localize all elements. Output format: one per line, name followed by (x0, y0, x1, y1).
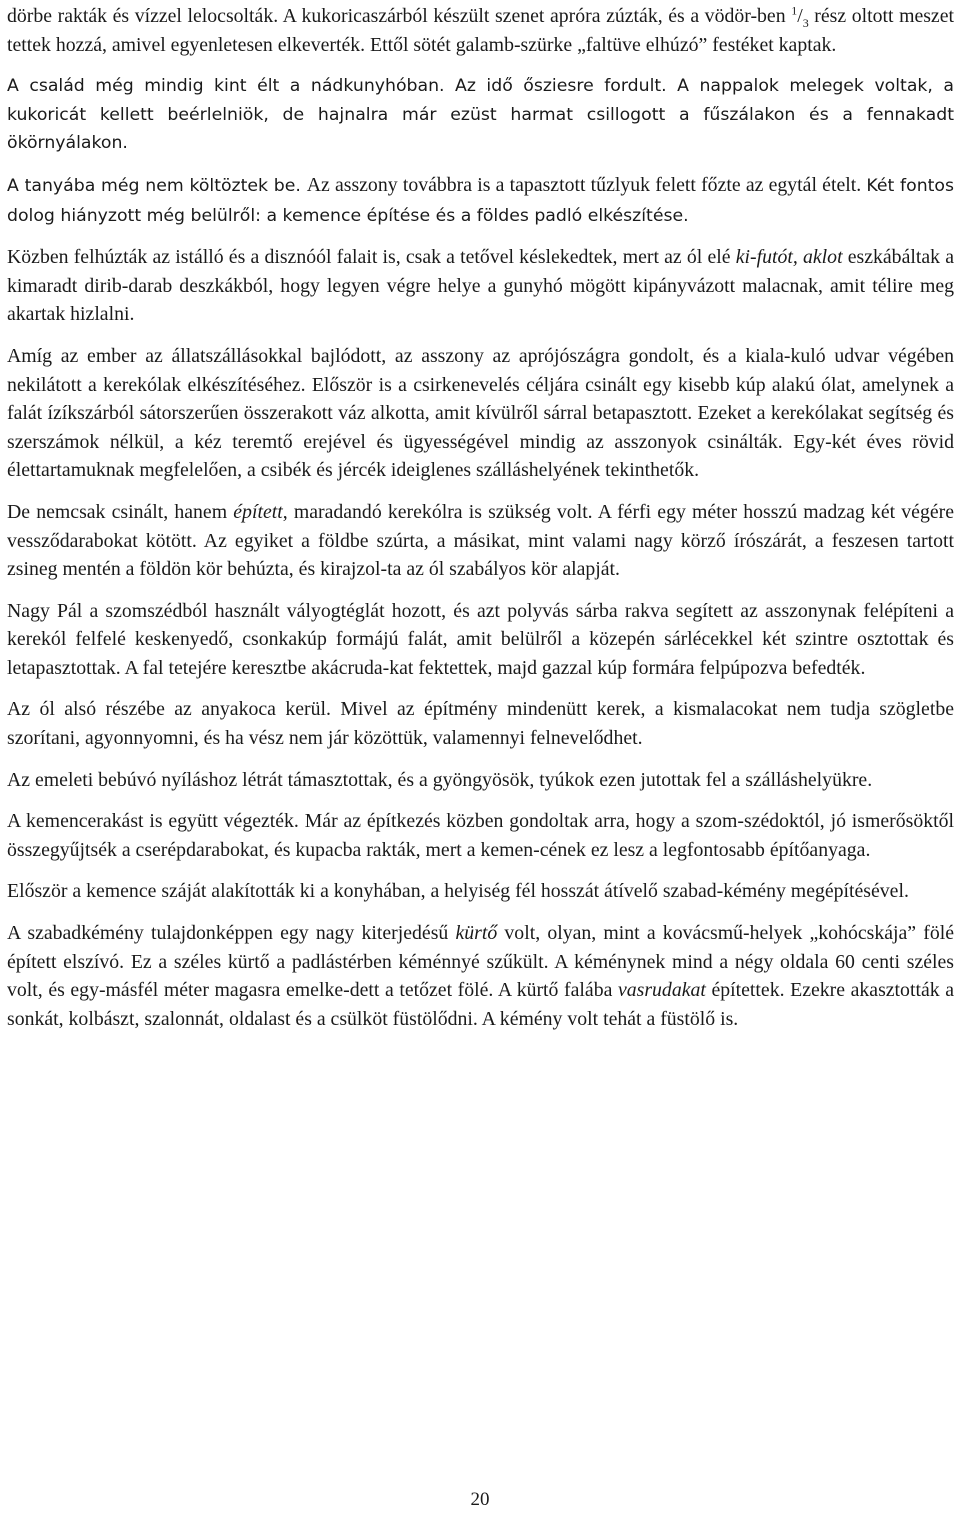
paragraph (7, 877, 954, 906)
text-run: Amíg az ember az állatszállásokkal bajlódott, az asszony az aprójószágra gondolt, és a kiala-kuló udvar végében nekilátott a kerekólak elkészítéséhez. Először is a csirkenevelés céljára csinált egy kisebb kúp alakú ólat, amelynek a falát ízíkszárból sátorszerűen összerakott váz alkotta, amit kívülről sárral betapasztott. Ezeket a kerekólakat segítség és szerszámok nélkül, a kéz teremtő erejével és ügyességével mindig az asszonyok csinálták. Egy-két éves rövid élettartamuknak megfelelően, a csibék és jércék ideiglenes szálláshelyének tekinthetők. (7, 344, 954, 482)
fraction (791, 3, 809, 30)
text-run: A szabadkémény tulajdonképpen egy nagy kiterjedésű (7, 922, 456, 945)
paragraph (7, 2, 954, 59)
text-run: Két fontos dolog hiányzott még belülről: a kemence építése és a földes padló elkészítése. (7, 175, 954, 226)
text-run: dörbe rakták és vízzel lelocsolták. A kukoricaszárból készült szenet apróra zúzták, és a vödör-ben (7, 5, 792, 27)
paragraph (7, 171, 954, 230)
text-run: Az emeleti bebúvó nyíláshoz létrát támasztottak, és a gyöngyösök, tyúkok ezen jutottak fel a szálláshelyükre. (7, 768, 873, 791)
text-run: Az ól alsó részébe az anyakoca kerül. Mivel az építmény mindenütt kerek, a kismalacokat nem tudja szögletbe szorítani, agyonnyomni, és ha vész nem jár közöttük, valamennyi felnevelődhet. (7, 698, 954, 750)
text-run: A tanyába még nem költöztek be. (7, 175, 307, 196)
italic-text-run: vasrudakat (617, 979, 706, 1002)
text-run: eszkábáltak a kimaradt dirib-darab deszkákból, hogy legyen végre helye a gunyhó mögött kipányvázott malacnak, amit télire meg akartak hizlalni. (7, 246, 954, 326)
text-run: A család még mindig kint élt a nádkunyhóban. Az idő ősziesre fordult. A nappalok melegek voltak, a kukoricát kellett beérlelniök, de hajnalra már ezüst harmat csillogott a fűszálakon és a fennakadt ökörnyálakon. (7, 76, 954, 154)
fraction-denominator: 3 (802, 15, 809, 30)
text-run: Közben felhúzták az istálló és a disznóól falait is, csak a tetővel késlekedtek, mert az ól elé (7, 246, 736, 269)
text-run: Nagy Pál a szomszédból használt vályogtéglát hozott, és azt polyvás sárba rakva segített az asszonynak felépíteni a kerekól felfelé keskenyedő, csonkakúp formájú falát, amit belülről a közepén sárlécekkel két szintre osztottak és letapasztottak. A fal tetejére keresztbe akácruda-kat fektettek, majd gazzal kúp formára felpúpozva befedték. (7, 599, 954, 679)
text-run: A kemencerakást is együtt végezték. Már az építkezés közben gondoltak arra, hogy a szom-szédoktól, jó ismerősöktől összegyűjtsék a cserépdarabokat, és kupacba rakták, mert a kemen-cének ez lesz a legfontosabb építőanyaga. (7, 810, 954, 861)
paragraph (7, 243, 954, 329)
paragraph (7, 807, 954, 864)
text-run: , maradandó kerekólra is szükség volt. A férfi egy méter hosszú madzag két végére vessződarabokat kötött. Az egyiket a földbe szúrta, a másikat, mint valami nagy körző írószárát, a feszesen tartott zsineg mentén a földön kör behúzta, és kirajzol-ta az ól szabályos kör alapját. (7, 500, 954, 581)
text-run: volt, olyan, mint a kovácsmű-helyek „kohócskája” fölé épített elszívó. Ez a széles kürtő a padlástérben kéménnyé szűkült. A kéménynek mind a négy oldala 60 centi széles volt, és egy-másfél méter magasra emelke-dett a tetőzet fölé. A kürtő falába (7, 922, 954, 1002)
text-run: Először a kemence száját alakították ki a konyhában, a helyiség fél hosszát átívelő szabad-kémény megépítésével. (7, 880, 909, 903)
italic-text-run: épített (233, 500, 283, 523)
paragraph (7, 919, 954, 1033)
paragraph (7, 498, 954, 584)
paragraph (7, 695, 954, 752)
fraction-slash: / (797, 5, 803, 27)
paragraph (7, 72, 954, 158)
text-run: építettek. Ezekre akasztották a sonkát, kolbászt, szalonnát, oldalast és a csülköt füstölődni. A kémény volt tehát a füstölő is. (7, 979, 954, 1030)
text-run: De nemcsak csinált, hanem (7, 500, 234, 523)
paragraph (7, 597, 954, 683)
text-run: rész oltott meszet tettek hozzá, amivel egyenletesen elkeverték. Ettől sötét galamb-szürke „faltüve elhúzó” festéket kaptak. (7, 5, 954, 56)
italic-text-run: ki-futót, aklot (735, 246, 843, 269)
fraction-numerator: 1 (791, 3, 798, 18)
paragraph (7, 342, 954, 485)
paragraph (7, 766, 954, 795)
text-run: Az asszony továbbra is a tapasztott tűzlyuk felett főzte az egytál ételt. (306, 173, 867, 196)
page-number: 20 (470, 1489, 490, 1510)
body-text (7, 2, 954, 1046)
italic-text-run: kürtő (455, 922, 498, 945)
